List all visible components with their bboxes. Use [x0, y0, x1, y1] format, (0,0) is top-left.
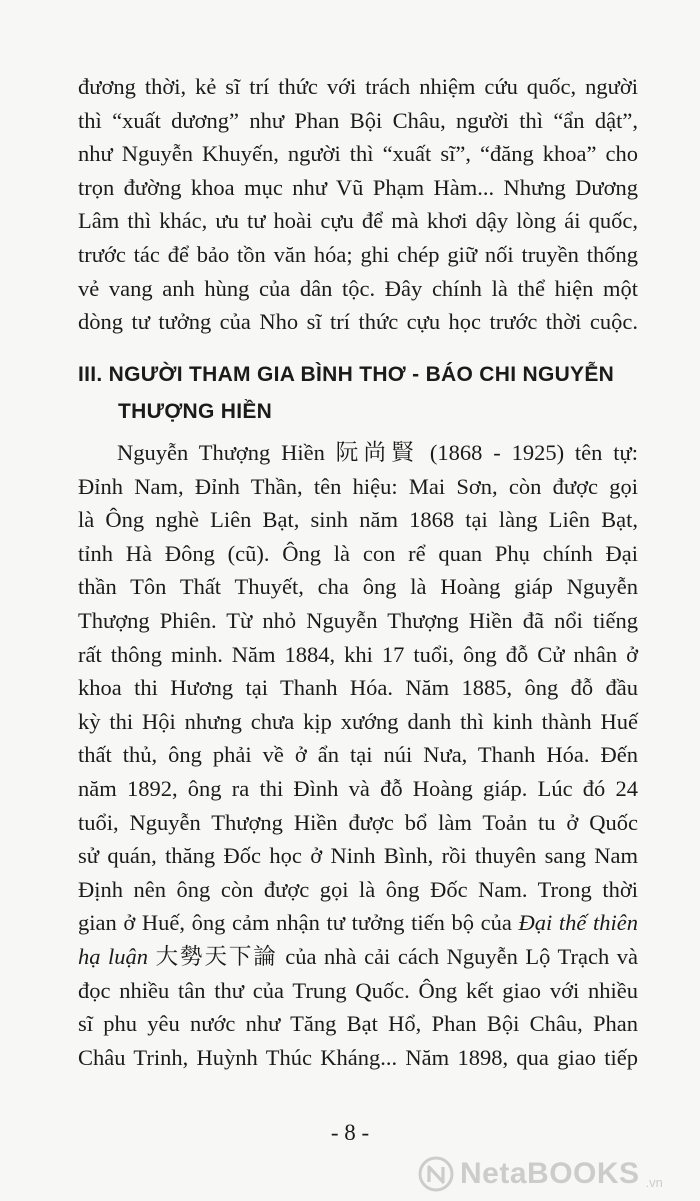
watermark-brand: NetaBOOKS — [460, 1157, 640, 1190]
text-line: là Ông nghè Liên Bạt, sinh năm 1868 tại làng Liên Bạt, — [78, 507, 638, 533]
text-line: trước tác để bảo tồn văn hóa; ghi chép giữ nối truyền thống — [78, 241, 638, 267]
text-line: thất thủ, ông phải về ở ẩn tại núi Nưa, Thanh Hóa. Đến — [78, 742, 638, 768]
paragraph-intro — [78, 70, 638, 339]
text-line: rất thông minh. Năm 1884, khi 17 tuổi, ông đỗ Cử nhân ở — [78, 641, 638, 667]
text-line: Thượng Phiên. Từ nhỏ Nguyễn Thượng Hiền đã nổi tiếng — [78, 607, 638, 633]
text-line: Đỉnh Nam, Đỉnh Thần, tên hiệu: Mai Sơn, còn được gọi — [78, 473, 638, 499]
heading-line-2: THƯỢNG HIỀN — [118, 400, 273, 423]
text-line: kỳ thi Hội nhưng chưa kịp xướng danh thì kinh thành Huế — [78, 708, 638, 734]
italic-title: Đại thế thiên — [518, 910, 638, 936]
text-line: khoa thi Hương tại Thanh Hóa. Năm 1885, ông đỗ đầu — [78, 675, 638, 701]
watermark-suffix: .vn — [645, 1175, 663, 1190]
text-line: Định nên ông còn được gọi là ông Đốc Nam. Trong thời — [78, 876, 638, 902]
text-line: sĩ phu yêu nước như Tăng Bạt Hổ, Phan Bội Châu, Phan — [78, 1011, 638, 1037]
text-line: tuổi, Nguyễn Thượng Hiền được bổ làm Toản tu ở Quốc — [78, 809, 638, 835]
neta-logo-icon — [418, 1156, 454, 1192]
text-line: đương thời, kẻ sĩ trí thức với trách nhiệm cứu quốc, người — [78, 74, 638, 99]
text-line: thần Tôn Thất Thuyết, cha ông là Hoàng giáp Nguyễn — [78, 574, 638, 600]
text-line — [78, 940, 638, 974]
text-line: tỉnh Hà Đông (cũ). Ông là con rể quan Phụ chính Đại — [78, 540, 638, 566]
text-line: Châu Trinh, Huỳnh Thúc Kháng... Năm 1898, qua giao tiếp — [78, 1044, 638, 1070]
text-line: như Nguyễn Khuyến, người thì “xuất sĩ”, “đăng khoa” cho — [78, 141, 638, 167]
text-run: gian ở Huế, ông cảm nhận tư tưởng tiến bộ của — [78, 910, 519, 936]
watermark — [418, 1150, 700, 1198]
text-run: 大勢天下論 của nhà cải cách Nguyễn Lộ Trạch và — [148, 943, 638, 969]
text-line: dòng tư tưởng của Nho sĩ trí thức cựu học trước thời cuộc. — [78, 309, 638, 335]
text-line: năm 1892, ông ra thi Đình và đỗ Hoàng giáp. Lúc đó 24 — [78, 775, 638, 801]
page-number: - 8 - — [330, 1120, 370, 1145]
text-line — [78, 906, 638, 940]
text-line: vẻ vang anh hùng của dân tộc. Đây chính là thể hiện một — [78, 275, 638, 301]
heading-line-1: III. NGƯỜI THAM GIA BÌNH THƠ - BÁO CHI NGUYỄN — [78, 363, 615, 386]
text-line: Lâm thì khác, ưu tư hoài cựu để mà khơi dậy lòng ái quốc, — [78, 208, 638, 234]
text-line: trọn đường khoa mục như Vũ Phạm Hàm... Nhưng Dương — [78, 174, 638, 200]
text-line: sử quán, thăng Đốc học ở Ninh Bình, rồi thuyên sang Nam — [78, 843, 638, 869]
italic-title: hạ luận — [78, 943, 149, 969]
text-line: Nguyễn Thượng Hiền 阮尚賢 (1868 - 1925) tên tự: — [117, 440, 638, 465]
paragraph-biography — [78, 436, 638, 1074]
text-line: thì “xuất dương” như Phan Bội Châu, người thì “ẩn dật”, — [78, 107, 638, 133]
text-line: đọc nhiều tân thư của Trung Quốc. Ông kết giao với nhiều — [78, 977, 638, 1003]
section-heading — [78, 356, 648, 430]
